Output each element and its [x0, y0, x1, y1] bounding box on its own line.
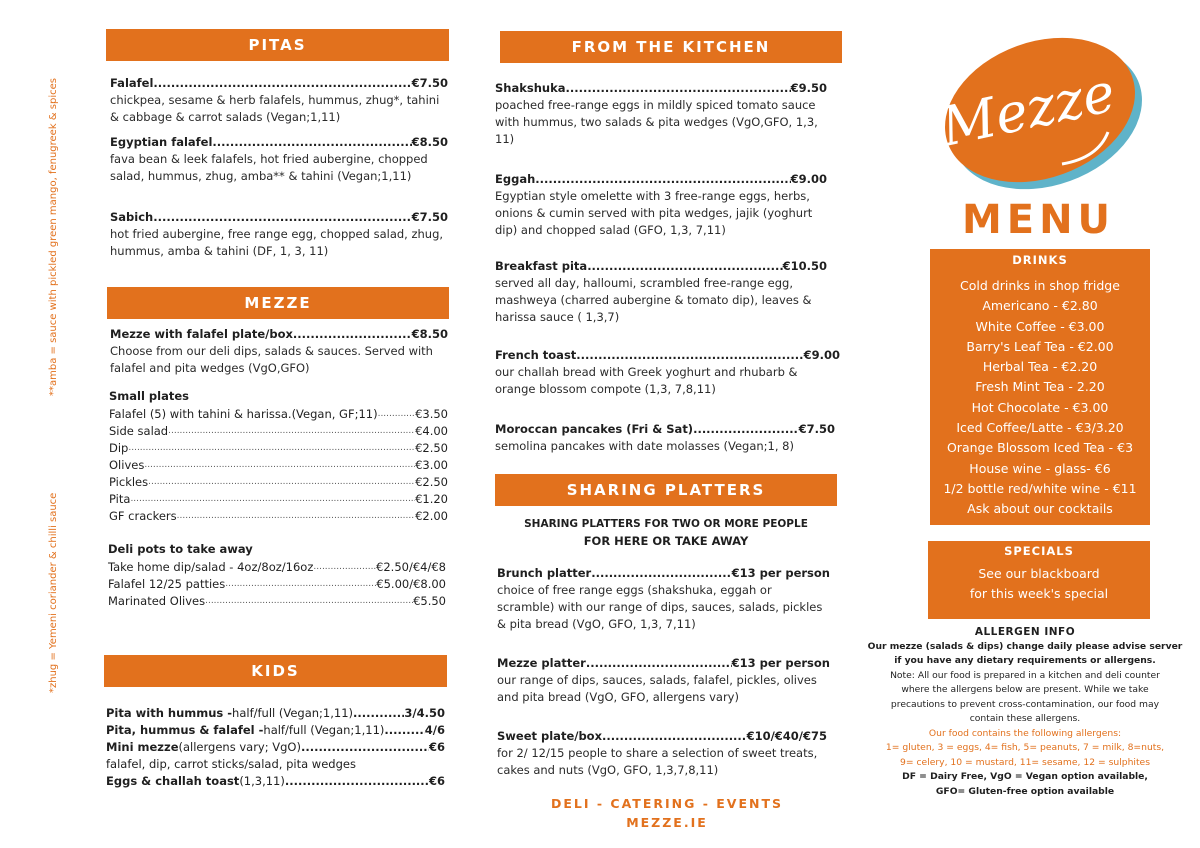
- drink-item: Ask about our cocktails: [967, 501, 1113, 517]
- list-item: Side salad ..... €4.00: [109, 423, 448, 440]
- deli-pots-list: [108, 559, 446, 610]
- drink-item: Americano - €2.80: [982, 298, 1098, 314]
- drink-item: Fresh Mint Tea - 2.20: [975, 379, 1105, 395]
- allergen-list: 9= celery, 10 = mustard, 11= sesame, 12 = sulphites: [900, 756, 1150, 768]
- small-plates-list: [109, 406, 448, 525]
- list-item: Eggs & challah toast (1,3,11) ..... €6: [106, 773, 445, 790]
- allergen-title: ALLERGEN INFO: [974, 626, 1076, 638]
- drink-item: 1/2 bottle red/white wine - €11: [943, 480, 1137, 496]
- list-item: Mini mezze (allergens vary; VgO) ..... €6: [106, 739, 445, 756]
- allergen-note: where the allergens below are present. While we take: [901, 684, 1149, 695]
- list-item: Marinated Olives ..... €5.50: [108, 593, 446, 610]
- list-item: Pita ..... €1.20: [109, 491, 448, 508]
- amba-footnote: **amba = sauce with pickled green mango, fenugreek & spices: [48, 78, 59, 396]
- kids-list: [106, 705, 445, 790]
- menu-item: French toast ..... €9.00 our challah bread with Greek yoghurt and rhubarb & orange blossom compote (1,3, 7,8,11): [495, 347, 840, 398]
- specials-line: for this week's special: [969, 586, 1109, 602]
- list-item: Falafel (5) with tahini & harissa.(Vegan, GF;11) ..... €3.50: [109, 406, 448, 423]
- allergen-note: contain these allergens.: [969, 713, 1081, 724]
- kids-banner: KIDS: [104, 655, 447, 687]
- drink-item: Hot Chocolate - €3.00: [971, 399, 1109, 415]
- deli-pots-heading: Deli pots to take away: [108, 542, 253, 556]
- menu-item: Mezze platter ..... €13 per person our range of dips, sauces, salads, falafel, pickles, olives and pita bread (VgO, GFO, allergens vary): [497, 655, 830, 706]
- drink-item: House wine - glass- €6: [969, 460, 1111, 476]
- mezze-banner: MEZZE: [107, 287, 449, 319]
- drink-item: White Coffee - €3.00: [975, 318, 1105, 334]
- menu-item: Brunch platter ..... €13 per person choice of free range eggs (shakshuka, eggah or scramble) with our range of dips, sauces, salads, pickles & pita bread (VgO, GFO, 1,3, 7,11): [497, 565, 830, 633]
- allergen-list: 1= gluten, 3 = eggs, 4= fish, 5= peanuts, 7 = milk, 8=nuts,: [885, 742, 1165, 753]
- list-item: Take home dip/salad - 4oz/8oz/16oz ..... €2.50/€4/€8: [108, 559, 446, 576]
- menu-item: Shakshuka ..... €9.50 poached free-range eggs in mildly spiced tomato sauce with hummus, two salads & pita wedges (VgO,GFO, 1,3, 11): [495, 80, 827, 148]
- zhug-footnote: *zhug = Yemeni coriander & chilli sauce: [48, 492, 59, 693]
- footer-tagline: DELI - CATERING - EVENTS MEZZE.IE: [551, 796, 783, 830]
- menu-item: Moroccan pancakes (Fri & Sat) ..... €7.50 semolina pancakes with date molasses (Vegan;1, 8): [495, 421, 835, 455]
- mini-mezze-desc: falafel, dip, carrot sticks/salad, pita wedges: [106, 757, 356, 771]
- kitchen-banner: FROM THE KITCHEN: [500, 31, 842, 63]
- logo-text: Mezze: [935, 60, 1121, 159]
- menu-item: Mezze with falafel plate/box ..... €8.50 Choose from our deli dips, salads & sauces. Served with falafel and pita wedges (VgO,GFO): [110, 326, 448, 377]
- list-item: GF crackers ..... €2.00: [109, 508, 448, 525]
- list-item: Falafel 12/25 patties ..... €5.00/€8.00: [108, 576, 446, 593]
- allergen-warning: if you have any dietary requirements or allergens.: [894, 655, 1156, 666]
- drink-item: Iced Coffee/Latte - €3/3.20: [956, 420, 1124, 436]
- list-item: Pita, hummus & falafel - half/full (Vegan;1,11) ..... 4/6: [106, 722, 445, 739]
- list-item: Olives ..... €3.00: [109, 457, 448, 474]
- list-item: Dip ..... €2.50: [109, 440, 448, 457]
- menu-item: Breakfast pita ..... €10.50 served all day, halloumi, scrambled free-range egg, mashweya (charred aubergine & tomato dip), leaves & harissa sauce ( 1,3,7): [495, 258, 827, 326]
- drink-item: Orange Blossom Iced Tea - €3: [946, 440, 1134, 456]
- drinks-title: DRINKS: [1012, 253, 1068, 267]
- drinks-box: [930, 249, 1150, 525]
- allergen-warning: Our mezze (salads & dips) change daily please advise server: [867, 640, 1183, 652]
- menu-item: Sweet plate/box ..... €10/€40/€75 for 2/ 12/15 people to share a selection of sweet treats, cakes and nuts (VgO, GFO, 1,3,7,8,11): [497, 728, 827, 779]
- specials-title: SPECIALS: [1004, 544, 1074, 558]
- allergen-legend: GFO= Gluten-free option available: [935, 785, 1115, 797]
- allergen-legend: DF = Dairy Free, VgO = Vegan option available,: [902, 771, 1148, 782]
- drink-item: Cold drinks in shop fridge: [960, 278, 1120, 293]
- menu-item: Eggah ..... €9.00 Egyptian style omelette with 3 free-range eggs, herbs, onions & cumin served with pita wedges, jajik (yoghurt dip) and chopped salad (GFO, 1,3, 7,11): [495, 171, 827, 239]
- mezze-logo: [930, 20, 1150, 195]
- allergen-note: Note: All our food is prepared in a kitchen and deli counter: [890, 669, 1160, 681]
- drink-item: Herbal Tea - €2.20: [982, 359, 1098, 375]
- menu-title: MENU: [961, 197, 1116, 243]
- menu-item: Sabich ..... €7.50 hot fried aubergine, free range egg, chopped salad, zhug, hummus, amba & tahini (DF, 1, 3, 11): [110, 209, 448, 260]
- list-item: Pita with hummus - half/full (Vegan;1,11) ..... 3/4.50: [106, 705, 445, 722]
- specials-box: [928, 541, 1150, 619]
- sharing-banner: SHARING PLATTERS: [495, 474, 837, 506]
- specials-line: See our blackboard: [978, 566, 1100, 581]
- menu-item: Egyptian falafel ..... €8.50 fava bean & leek falafels, hot fried aubergine, chopped salad, hummus, zhug, amba** & tahini (Vegan;1,11): [110, 134, 448, 185]
- pitas-banner: PITAS: [106, 29, 449, 61]
- small-plates-heading: Small plates: [109, 389, 189, 403]
- list-item: Pickles ..... €2.50: [109, 474, 448, 491]
- menu-item: Falafel ..... €7.50 chickpea, sesame & herb falafels, hummus, zhug*, tahini & cabbage & carrot salads (Vegan;1,11): [110, 75, 448, 126]
- drink-item: Barry's Leaf Tea - €2.00: [966, 338, 1114, 354]
- sharing-subtitle: SHARING PLATTERS FOR TWO OR MORE PEOPLE FOR HERE OR TAKE AWAY: [524, 518, 808, 548]
- allergen-list: Our food contains the following allergens:: [928, 727, 1122, 739]
- allergen-note: precautions to prevent cross-contamination, our food may: [890, 698, 1160, 710]
- allergen-info: [850, 625, 1200, 799]
